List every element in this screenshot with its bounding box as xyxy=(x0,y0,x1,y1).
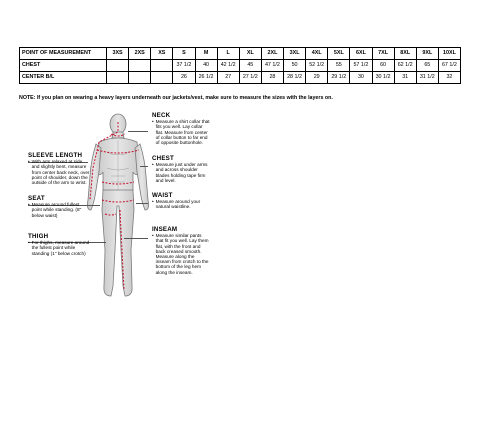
table-cell: 62 1/2 xyxy=(394,60,416,72)
waist-text: Measure around your natural waistline. xyxy=(155,199,201,210)
table-cell: 55 xyxy=(328,60,350,72)
bullet-icon: • xyxy=(152,199,154,205)
bullet-icon: • xyxy=(28,240,30,246)
table-cell xyxy=(129,60,151,72)
table-cell: 65 xyxy=(416,60,438,72)
sleeve-callout xyxy=(28,153,90,185)
table-cell: 45 xyxy=(239,60,261,72)
seat-title: SEAT xyxy=(28,195,45,202)
inseam-title: INSEAM xyxy=(152,226,178,233)
table-cell: 27 xyxy=(217,72,239,84)
thigh-title: THIGH xyxy=(28,233,49,240)
table-cell: 28 xyxy=(261,72,283,84)
column-header-size: 4XL xyxy=(306,48,328,60)
table-cell xyxy=(129,72,151,84)
inseam-text: Measure similar pants that fit you well. Lay them flat, with the front and back creased smooth. Measure along the inseam from crotch to the bottom of the leg hem along the inseam. xyxy=(155,233,209,275)
bullet-icon: • xyxy=(152,162,154,168)
chest-leader xyxy=(140,166,148,167)
waist-title: WAIST xyxy=(152,192,173,199)
layering-note: NOTE: If you plan on wearing a heavy layers underneath our jackets/vest, make sure to measure the sizes with the layers on. xyxy=(19,95,333,101)
table-cell xyxy=(151,72,173,84)
table-row xyxy=(20,72,461,84)
thigh-callout xyxy=(28,234,90,256)
column-header-size: XS xyxy=(151,48,173,60)
bullet-icon: • xyxy=(152,233,154,239)
column-header-size: 6XL xyxy=(350,48,372,60)
table-cell: 57 1/2 xyxy=(350,60,372,72)
column-header-size: XL xyxy=(239,48,261,60)
table-cell: 29 1/2 xyxy=(328,72,350,84)
column-header-size: S xyxy=(173,48,195,60)
table-cell: 29 xyxy=(306,72,328,84)
waist-leader xyxy=(136,203,148,204)
column-header-size: 9XL xyxy=(416,48,438,60)
column-header-size: 2XL xyxy=(261,48,283,60)
table-cell: 47 1/2 xyxy=(261,60,283,72)
row-label: CHEST xyxy=(20,60,107,72)
column-header-size: 3XL xyxy=(284,48,306,60)
neck-leader xyxy=(128,131,148,132)
waist-callout xyxy=(152,193,210,210)
chest-callout xyxy=(152,156,210,183)
table-cell: 30 1/2 xyxy=(372,72,394,84)
table-cell: 26 1/2 xyxy=(195,72,217,84)
column-header-measurement: POINT OF MEASUREMENT xyxy=(20,48,107,60)
table-cell: 27 1/2 xyxy=(239,72,261,84)
table-header-row xyxy=(20,48,461,60)
column-header-size: 3XS xyxy=(107,48,129,60)
table-cell: 40 xyxy=(195,60,217,72)
neck-text: Measure a shirt collar that fits you well. Lay collar flat. Measure from center of collar button to far end of opposite buttonhole. xyxy=(155,119,210,146)
inseam-callout xyxy=(152,227,210,275)
table-cell: 26 xyxy=(173,72,195,84)
table-cell: 52 1/2 xyxy=(306,60,328,72)
table-cell: 28 1/2 xyxy=(284,72,306,84)
table-cell xyxy=(151,60,173,72)
chest-text: Measure just under arms and across shoulder blades holding tape firm and level. xyxy=(155,162,208,183)
column-header-size: 8XL xyxy=(394,48,416,60)
sleeve-text: With arm relaxed at side and slightly bent, measure from center back neck, over point of shoulder, down the outside of the arm to wrist. xyxy=(31,159,90,186)
column-header-size: 7XL xyxy=(372,48,394,60)
thigh-text: For thighs, measure around the fullest point while standing (1" below crotch) xyxy=(31,240,90,256)
table-cell: 31 xyxy=(394,72,416,84)
inseam-leader xyxy=(124,238,148,239)
table-cell: 50 xyxy=(284,60,306,72)
size-chart-table xyxy=(19,47,461,84)
column-header-size: M xyxy=(195,48,217,60)
table-cell xyxy=(107,72,129,84)
column-header-size: L xyxy=(217,48,239,60)
table-cell: 37 1/2 xyxy=(173,60,195,72)
table-cell: 31 1/2 xyxy=(416,72,438,84)
table-cell: 67 1/2 xyxy=(438,60,460,72)
bullet-icon: • xyxy=(28,159,30,165)
sleeve-title: SLEEVE LENGTH xyxy=(28,152,83,159)
neck-title: NECK xyxy=(152,112,171,119)
column-header-size: 5XL xyxy=(328,48,350,60)
bullet-icon: • xyxy=(28,202,30,208)
table-cell: 30 xyxy=(350,72,372,84)
chest-title: CHEST xyxy=(152,155,174,162)
table-cell: 32 xyxy=(438,72,460,84)
column-header-size: 10XL xyxy=(438,48,460,60)
seat-callout xyxy=(28,196,86,218)
table-cell: 60 xyxy=(372,60,394,72)
bullet-icon: • xyxy=(152,119,154,125)
table-row xyxy=(20,60,461,72)
row-label: CENTER B/L xyxy=(20,72,107,84)
seat-text: Measure around fullest point while standing. (8" below waist) xyxy=(31,202,82,218)
neck-callout xyxy=(152,113,210,145)
table-cell: 42 1/2 xyxy=(217,60,239,72)
table-cell xyxy=(107,60,129,72)
column-header-size: 2XS xyxy=(129,48,151,60)
